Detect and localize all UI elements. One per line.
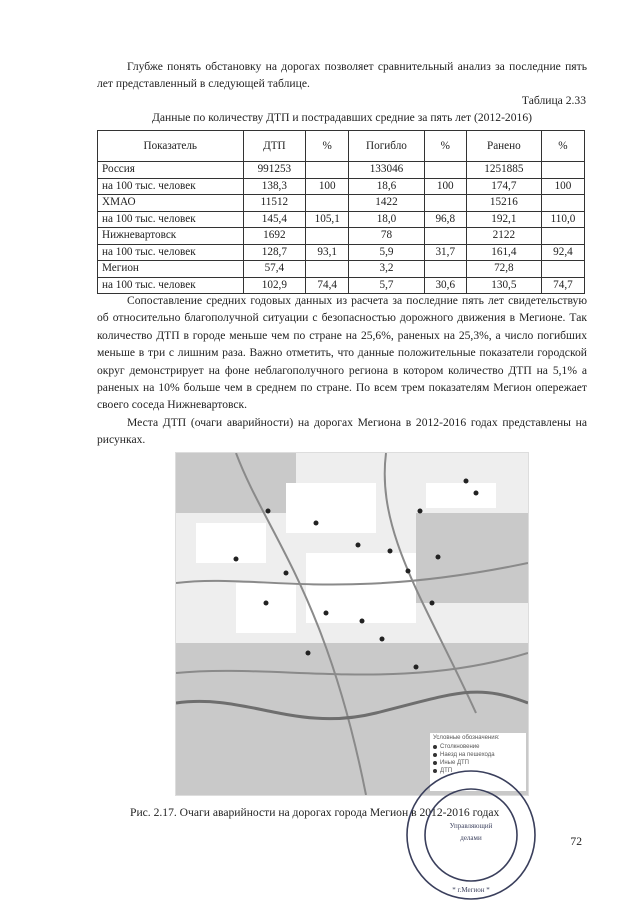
value-cell <box>541 162 584 179</box>
value-cell: 11512 <box>243 195 306 212</box>
value-cell: 128,7 <box>243 244 306 261</box>
value-cell: 18,0 <box>349 211 424 228</box>
row-label-cell: на 100 тыс. человек <box>98 244 244 261</box>
value-cell: 92,4 <box>541 244 584 261</box>
table-row <box>98 244 585 261</box>
intro-paragraph: Глубже понять обстановку на дорогах позволяет сравнительный анализ за последние пять лет представленный в следующей таблице. <box>97 60 587 91</box>
row-label-cell: на 100 тыс. человек <box>98 211 244 228</box>
table-row <box>98 162 585 179</box>
value-cell: 991253 <box>243 162 306 179</box>
table-header-row <box>98 131 585 162</box>
table-row <box>98 261 585 278</box>
value-cell <box>306 261 349 278</box>
value-cell: 78 <box>349 228 424 245</box>
value-cell: 192,1 <box>466 211 541 228</box>
column-header: ДТП <box>243 131 306 162</box>
value-cell <box>306 195 349 212</box>
value-cell <box>424 228 466 245</box>
svg-text:* г.Мегион *: * г.Мегион * <box>452 886 490 894</box>
value-cell: 57,4 <box>243 261 306 278</box>
value-cell: 96,8 <box>424 211 466 228</box>
svg-text:делами: делами <box>460 834 482 842</box>
value-cell: 1422 <box>349 195 424 212</box>
row-label-cell: Россия <box>98 162 244 179</box>
value-cell: 5,9 <box>349 244 424 261</box>
value-cell <box>306 228 349 245</box>
value-cell: 2122 <box>466 228 541 245</box>
figure-caption: Рис. 2.17. Очаги аварийности на дорогах города Мегион в 2012-2016 годах <box>130 806 500 819</box>
value-cell: 74,4 <box>306 277 349 294</box>
value-cell <box>424 195 466 212</box>
column-header: % <box>541 131 584 162</box>
page-number: 72 <box>570 835 582 848</box>
value-cell: 1692 <box>243 228 306 245</box>
value-cell: 74,7 <box>541 277 584 294</box>
value-cell: 102,9 <box>243 277 306 294</box>
value-cell: 100 <box>541 178 584 195</box>
value-cell: 161,4 <box>466 244 541 261</box>
value-cell: 174,7 <box>466 178 541 195</box>
value-cell: 5,7 <box>349 277 424 294</box>
value-cell: 133046 <box>349 162 424 179</box>
row-label-cell: ХМАО <box>98 195 244 212</box>
value-cell <box>541 228 584 245</box>
column-header: Погибло <box>349 131 424 162</box>
value-cell: 138,3 <box>243 178 306 195</box>
column-header: % <box>424 131 466 162</box>
value-cell: 110,0 <box>541 211 584 228</box>
column-header: Показатель <box>98 131 244 162</box>
value-cell <box>541 261 584 278</box>
marker-icon <box>433 753 437 757</box>
table-row <box>98 211 585 228</box>
comparison-paragraph: Сопоставление средних годовых данных из расчета за последние пять лет свидетельствую об относительно благополучной ситуации с безопасностью дорожного движения в Мегионе. Так количество ДТП в городе меньше чем по стране на 25,6%, раненых на 25,3%, а число погибших меньше в три с лишним раза. Важно отметить, что данные положительные показатели городской округ демонстрирует на фоне неблагополучного региона в котором количество ДТП на 5,1% а раненых на 10% больше чем в среднем по стране. По всем трем показателям Мегион опережает своего соседа Нижневартовск. <box>97 294 587 412</box>
places-paragraph: Места ДТП (очаги аварийности) на дорогах Мегиона в 2012-2016 годах представлены на рисунках. <box>97 416 587 447</box>
value-cell <box>306 162 349 179</box>
value-cell: 130,5 <box>466 277 541 294</box>
row-label-cell: Мегион <box>98 261 244 278</box>
marker-icon <box>433 745 437 749</box>
table-caption: Данные по количеству ДТП и пострадавших средние за пять лет (2012-2016) <box>152 111 532 124</box>
value-cell: 31,7 <box>424 244 466 261</box>
table-number: Таблица 2.33 <box>521 94 586 107</box>
value-cell <box>424 162 466 179</box>
accident-map-figure <box>175 452 529 796</box>
legend-label: Иные ДТП <box>440 760 469 766</box>
value-cell <box>424 261 466 278</box>
value-cell: 1251885 <box>466 162 541 179</box>
row-label-cell: на 100 тыс. человек <box>98 178 244 195</box>
value-cell: 3,2 <box>349 261 424 278</box>
row-label-cell: на 100 тыс. человек <box>98 277 244 294</box>
legend-label: Наезд на пешехода <box>440 752 495 758</box>
accident-statistics-table <box>97 130 585 294</box>
value-cell: 100 <box>424 178 466 195</box>
legend-label: ДТП <box>440 768 453 774</box>
value-cell: 15216 <box>466 195 541 212</box>
value-cell: 145,4 <box>243 211 306 228</box>
table-row <box>98 228 585 245</box>
legend-item <box>433 751 523 759</box>
official-seal-stamp <box>404 768 538 902</box>
marker-icon <box>433 761 437 765</box>
value-cell: 93,1 <box>306 244 349 261</box>
column-header: % <box>306 131 349 162</box>
table-row <box>98 195 585 212</box>
legend-item <box>433 759 523 767</box>
value-cell: 100 <box>306 178 349 195</box>
legend-label: Столкновение <box>440 744 480 750</box>
table-row <box>98 178 585 195</box>
column-header: Ранено <box>466 131 541 162</box>
value-cell <box>541 195 584 212</box>
svg-text:Управляющий: Управляющий <box>449 822 493 830</box>
legend-item <box>433 743 523 751</box>
row-label-cell: Нижневартовск <box>98 228 244 245</box>
value-cell: 105,1 <box>306 211 349 228</box>
value-cell: 18,6 <box>349 178 424 195</box>
value-cell: 72,8 <box>466 261 541 278</box>
legend-title: Условные обозначения: <box>433 735 500 741</box>
value-cell: 30,6 <box>424 277 466 294</box>
